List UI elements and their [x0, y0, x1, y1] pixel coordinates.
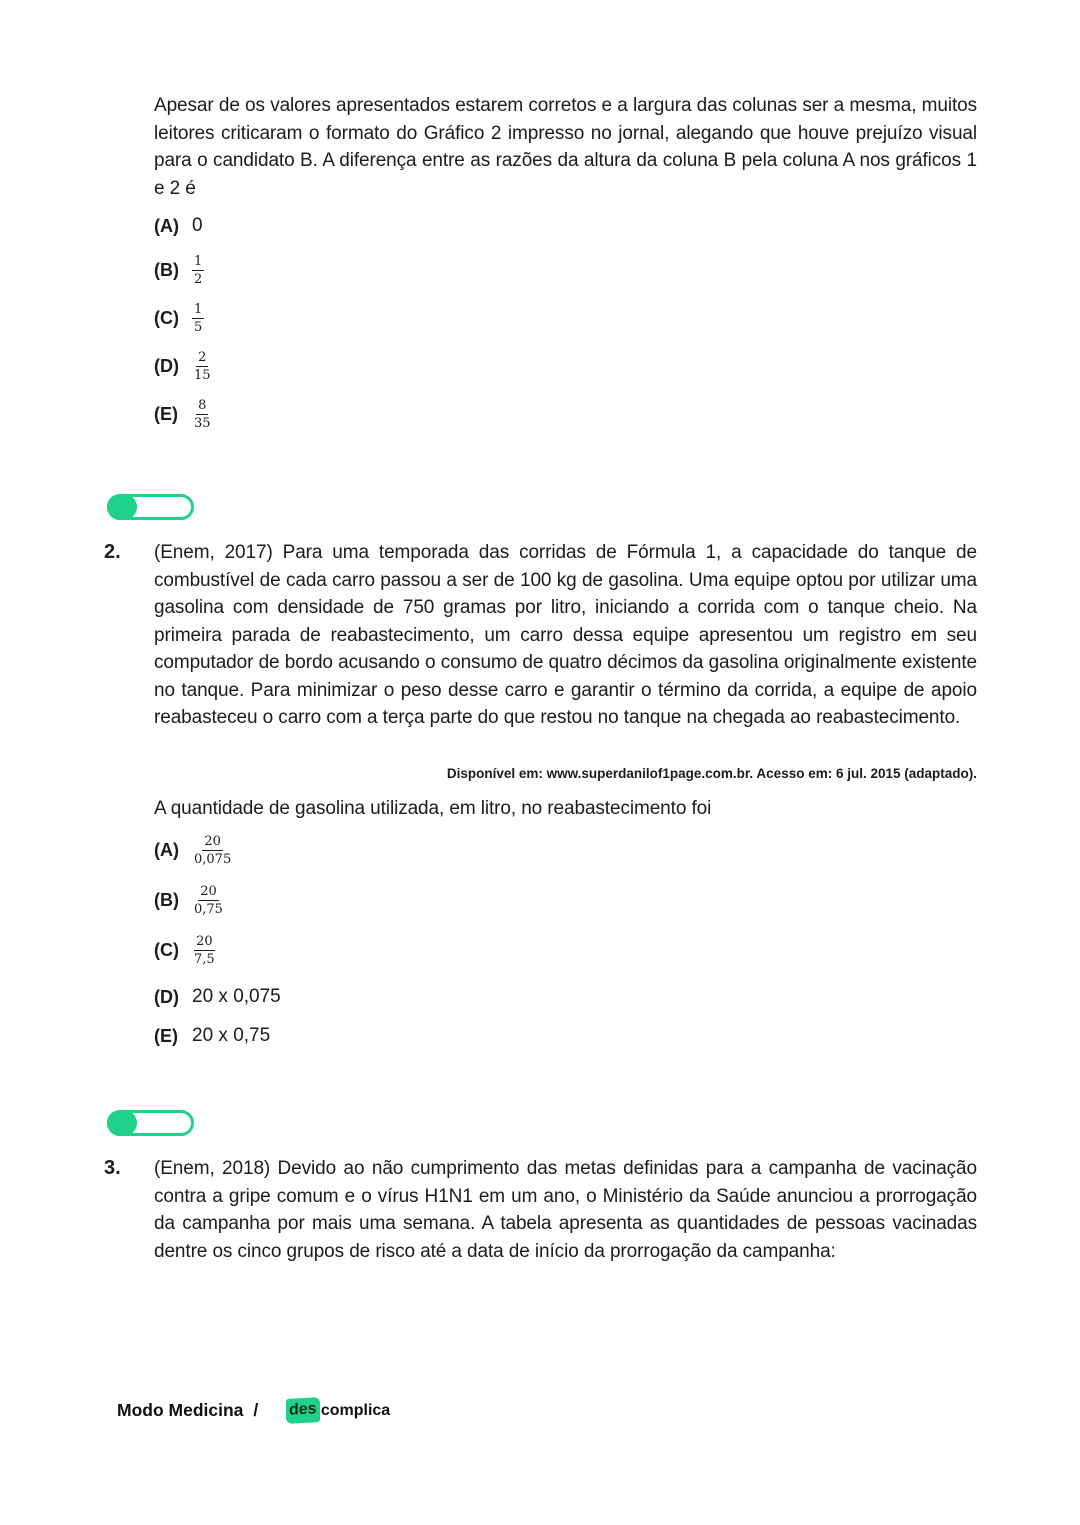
logo-highlight: des — [286, 1397, 320, 1424]
denominator: 15 — [194, 368, 211, 383]
option-e[interactable] — [154, 1025, 270, 1047]
denominator: 2 — [194, 272, 203, 287]
option-letter: (B) — [154, 890, 179, 910]
numerator: 20 — [204, 834, 221, 849]
option-value: 20 x 0,075 — [192, 986, 281, 1007]
toggle-divider-icon — [107, 1110, 194, 1136]
option-c[interactable] — [154, 302, 204, 335]
option-letter: (D) — [154, 986, 179, 1007]
question-2-source: Disponível em: www.superdanilof1page.com.br. Acesso em: 6 jul. 2015 (adaptado). — [446, 766, 977, 781]
numerator: 20 — [196, 934, 213, 949]
numerator: 1 — [194, 254, 203, 269]
option-letter: (A) — [154, 840, 179, 860]
question-1-text: Apesar de os valores apresentados estarem corretos e a largura das colunas ser a mesma, muitos leitores criticaram o formato do Gráfico 2 impresso no jornal, alegando que houve prejuízo visual para o candidato B. A diferença entre as razões da altura da coluna B pela coluna A nos gráficos 1 e 2 é — [154, 95, 977, 199]
denominator: 0,75 — [194, 902, 223, 917]
descomplica-logo — [286, 1398, 390, 1423]
question-3-text: (Enem, 2018) Devido ao não cumprimento das metas definidas para a campanha de vacinação contra a gripe comum e o vírus H1N1 em um ano, o Ministério da Saúde anunciou a prorrogação da campanha por mais uma semana. A tabela apresenta as quantidades de pessoas vacinadas dentre os cinco grupos de risco até a data de início da prorrogação da campanha: — [154, 1158, 977, 1262]
option-a[interactable] — [154, 834, 233, 867]
option-letter: (A) — [154, 215, 179, 236]
denominator: 35 — [194, 416, 211, 431]
option-value: 0 — [192, 215, 203, 236]
option-d[interactable] — [154, 350, 213, 383]
option-letter: (E) — [154, 404, 178, 424]
toggle-divider-icon — [107, 494, 194, 520]
question-2-text: (Enem, 2017) Para uma temporada das corridas de Fórmula 1, a capacidade do tanque de combustível de cada carro passou a ser de 100 kg de gasolina. Uma equipe optou por utilizar uma gasolina com densidade de 750 gramas por litro, iniciando a corrida com o tanque cheio. Na primeira parada de reabastecimento, um carro dessa equipe apresentou um registro em seu computador de bordo acusando o consumo de quatro décimos da gasolina originalmente existente no tanque. Para minimizar o peso desse carro e garantir o término da corrida, a equipe de apoio reabasteceu o carro com a terça parte do que restou no tanque na chegada ao reabastecimento. — [154, 542, 977, 728]
toggle-knob — [107, 494, 137, 520]
question-2-number: 2. — [104, 541, 121, 563]
option-letter: (B) — [154, 260, 179, 280]
option-b[interactable] — [154, 254, 204, 287]
option-b[interactable] — [154, 884, 225, 917]
option-value: 20 x 0,75 — [192, 1025, 271, 1046]
fraction — [192, 302, 204, 335]
numerator: 1 — [194, 302, 203, 317]
toggle-knob — [107, 1110, 137, 1136]
option-letter: (C) — [154, 308, 179, 328]
fraction — [192, 834, 233, 867]
fraction — [192, 398, 213, 431]
fraction — [192, 350, 213, 383]
footer-separator: / — [253, 1400, 259, 1420]
question-2-prompt: A quantidade de gasolina utilizada, em litro, no reabastecimento foi — [154, 798, 712, 819]
fraction — [192, 884, 225, 917]
option-d[interactable] — [154, 986, 281, 1008]
numerator: 8 — [198, 398, 207, 413]
logo-text: complica — [320, 1401, 391, 1419]
option-c[interactable] — [154, 934, 217, 967]
option-letter: (C) — [154, 940, 179, 960]
numerator: 2 — [198, 350, 207, 365]
option-letter: (E) — [154, 1025, 178, 1046]
numerator: 20 — [200, 884, 217, 899]
fraction — [192, 254, 204, 287]
denominator: 0,075 — [194, 852, 232, 867]
option-e[interactable] — [154, 398, 213, 431]
fraction — [192, 934, 217, 967]
page-footer — [117, 1398, 390, 1423]
footer-brand: Modo Medicina — [117, 1400, 244, 1420]
question-3-number: 3. — [104, 1157, 121, 1179]
denominator: 5 — [194, 320, 203, 335]
option-letter: (D) — [154, 356, 179, 376]
denominator: 7,5 — [194, 952, 215, 967]
option-a[interactable] — [154, 215, 203, 237]
